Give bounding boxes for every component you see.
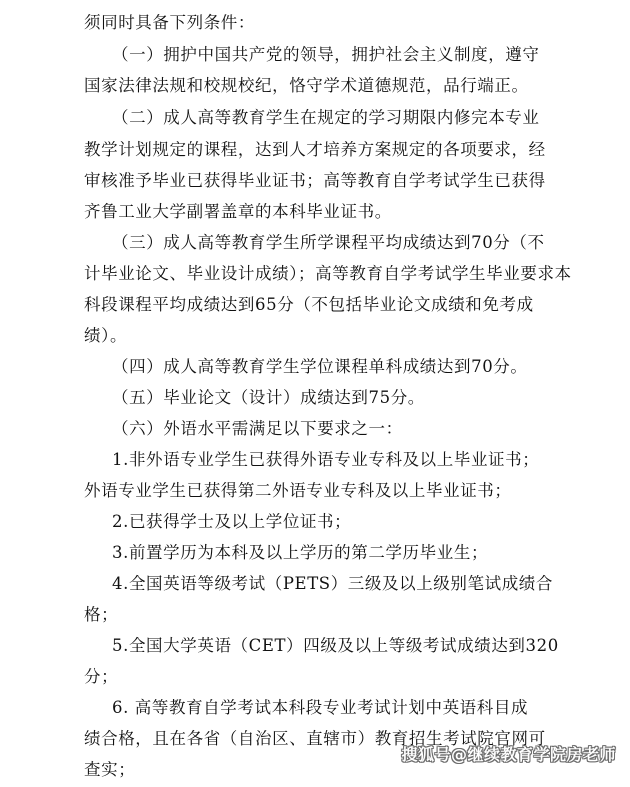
text-line: 审核准予毕业已获得毕业证书；高等教育自学考试学生已获得 (84, 171, 546, 190)
text-line: （三）成人高等教育学生所学课程平均成绩达到70分（不 (112, 233, 545, 252)
text-line: 查实； (84, 760, 136, 779)
text-line: （一）拥护中国共产党的领导，拥护社会主义制度，遵守 (112, 45, 540, 64)
text-line: 绩）。 (84, 326, 128, 345)
text-line: 须同时具备下列条件： (84, 13, 255, 32)
text-line: 5.全国大学英语（CET）四级及以上等级考试成绩达到320 (112, 636, 559, 655)
text-line: 齐鲁工业大学副署盖章的本科毕业证书。 (84, 202, 392, 221)
text-line: （二）成人高等教育学生在规定的学习期限内修完本专业 (112, 108, 540, 127)
text-line: 绩合格，且在各省（自治区、直辖市）教育招生考试院官网可 (84, 729, 546, 748)
text-line: 3.前置学历为本科及以上学历的第二学历毕业生； (112, 543, 489, 562)
text-line: 外语专业学生已获得第二外语专业专科及以上毕业证书； (84, 481, 512, 500)
text-line: 2.已获得学士及以上学位证书； (112, 512, 352, 531)
text-line: 国家法律法规和校规校纪，恪守学术道德规范，品行端正。 (84, 76, 529, 95)
text-line: 1.非外语专业学生已获得外语专业专科及以上毕业证书； (112, 450, 540, 469)
text-line: 分； (84, 667, 119, 686)
watermark-text: 搜狐号@继续教育学院房老师 (401, 745, 616, 764)
text-line: （五）毕业论文（设计）成绩达到75分。 (112, 388, 425, 407)
text-line: 格； (84, 605, 119, 624)
text-line: （六）外语水平需满足以下要求之一： (112, 419, 403, 438)
text-line: 教学计划规定的课程，达到人才培养方案规定的各项要求，经 (84, 140, 546, 159)
text-line: （四）成人高等教育学生学位课程单科成绩达到70分。 (112, 357, 528, 376)
text-line: 计毕业论文、毕业设计成绩）；高等教育自学考试学生毕业要求本 (84, 264, 572, 283)
text-line: 4.全国英语等级考试（PETS）三级及以上级别笔试成绩合 (112, 574, 553, 593)
text-line: 科段课程平均成绩达到65分（不包括毕业论文成绩和免考成 (84, 295, 534, 314)
text-line: 6. 高等教育自学考试本科段专业考试计划中英语科目成 (112, 698, 529, 717)
